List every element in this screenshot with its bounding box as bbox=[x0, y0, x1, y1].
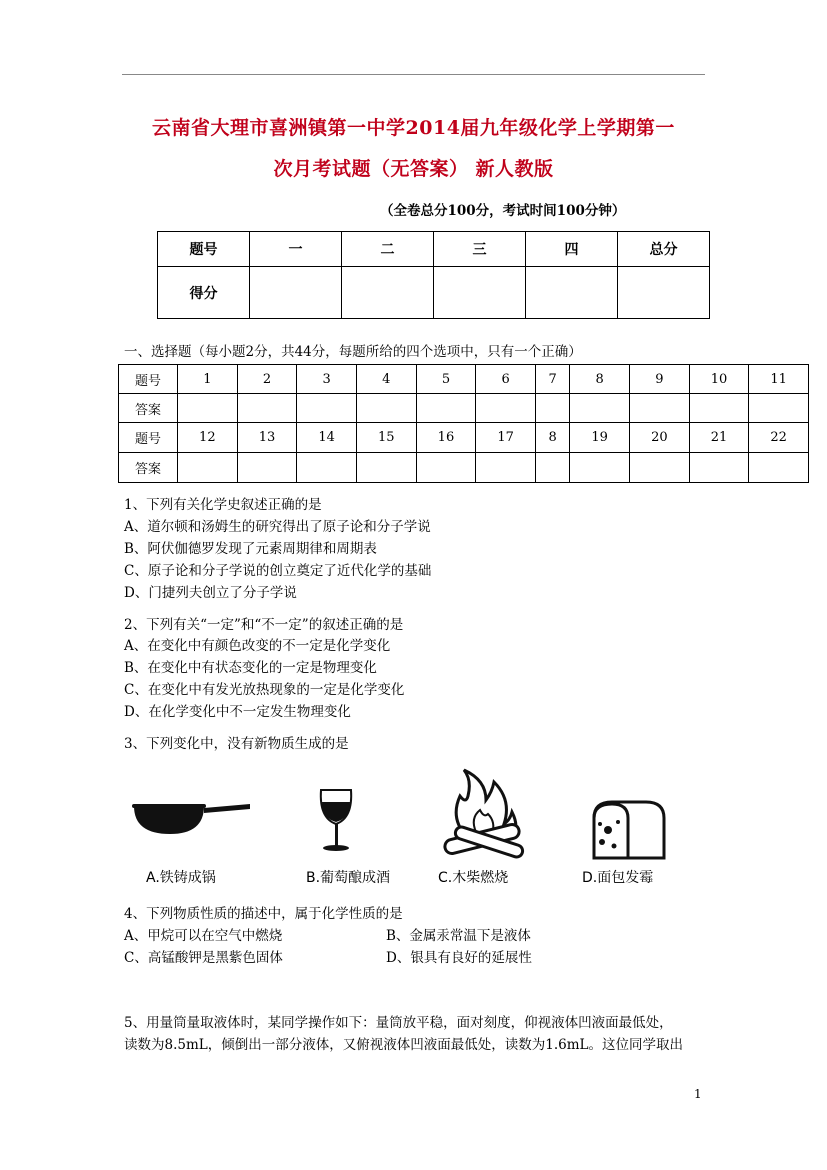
q2-option-b: B、在变化中有状态变化的一定是物理变化 bbox=[124, 660, 377, 676]
title-line-1: 云南省大理市喜洲镇第一中学2014届九年级化学上学期第一 bbox=[152, 117, 675, 139]
question-number: 8 bbox=[570, 365, 630, 394]
title-line-2: 次月考试题（无答案） 新人教版 bbox=[273, 158, 554, 180]
score-header-cell: 一 bbox=[250, 232, 342, 267]
q1-option-a: A、道尔顿和汤姆生的研究得出了原子论和分子学说 bbox=[124, 519, 431, 535]
question-number: 17 bbox=[476, 423, 536, 453]
q4-option-c: C、高锰酸钾是黑紫色固体 bbox=[124, 950, 283, 966]
answer-cell[interactable] bbox=[297, 394, 357, 423]
answer-cell[interactable] bbox=[749, 453, 809, 483]
row-label: 答案 bbox=[119, 453, 178, 483]
question-number: 4 bbox=[356, 365, 416, 394]
question-number: 3 bbox=[297, 365, 357, 394]
q2-option-a: A、在变化中有颜色改变的不一定是化学变化 bbox=[124, 638, 391, 654]
question-number: 5 bbox=[416, 365, 476, 394]
score-header-cell: 总分 bbox=[618, 232, 710, 267]
answer-row bbox=[119, 394, 809, 423]
question-number: 8 bbox=[535, 423, 569, 453]
q1-stem: 1、下列有关化学史叙述正确的是 bbox=[124, 497, 322, 513]
answer-cell[interactable] bbox=[356, 453, 416, 483]
answer-cell[interactable] bbox=[535, 394, 569, 423]
q3-caption-c: C.木柴燃烧 bbox=[438, 870, 509, 886]
q2-stem: 2、下列有关“一定”和“不一定”的叙述正确的是 bbox=[124, 617, 404, 633]
row-label: 题号 bbox=[119, 423, 178, 453]
question-number: 22 bbox=[749, 423, 809, 453]
question-number: 6 bbox=[476, 365, 536, 394]
answer-cell[interactable] bbox=[237, 394, 297, 423]
answer-cell[interactable] bbox=[416, 394, 476, 423]
page-number: 1 bbox=[694, 1087, 702, 1101]
answer-cell[interactable] bbox=[689, 453, 749, 483]
q4-stem: 4、下列物质性质的描述中，属于化学性质的是 bbox=[124, 906, 403, 922]
score-table bbox=[157, 231, 710, 319]
q3-caption-a: A.铁铸成锅 bbox=[146, 870, 216, 886]
answer-cell[interactable] bbox=[476, 394, 536, 423]
answer-cell[interactable] bbox=[356, 394, 416, 423]
q5-line-1: 5、用量筒量取液体时，某同学操作如下：量筒放平稳，面对刻度，仰视液体凹液面最低处， bbox=[124, 1015, 673, 1031]
exam-info: （全卷总分100分，考试时间100分钟） bbox=[380, 203, 626, 219]
answer-cell[interactable] bbox=[416, 453, 476, 483]
score-cell[interactable] bbox=[342, 267, 434, 319]
burning-wood-icon bbox=[436, 766, 532, 864]
score-cell[interactable] bbox=[250, 267, 342, 319]
q2-option-c: C、在变化中有发光放热现象的一定是化学变化 bbox=[124, 682, 405, 698]
q3-stem: 3、下列变化中，没有新物质生成的是 bbox=[124, 736, 349, 752]
question-number: 13 bbox=[237, 423, 297, 453]
score-cell[interactable] bbox=[526, 267, 618, 319]
q3-caption-b: B.葡萄酿成酒 bbox=[306, 870, 391, 886]
q4-option-d: D、银具有良好的延展性 bbox=[386, 950, 532, 966]
score-cell[interactable] bbox=[434, 267, 526, 319]
answer-cell[interactable] bbox=[535, 453, 569, 483]
question-number: 14 bbox=[297, 423, 357, 453]
answer-question-row bbox=[119, 423, 809, 453]
q1-option-c: C、原子论和分子学说的创立奠定了近代化学的基础 bbox=[124, 563, 432, 579]
section-1-heading: 一、选择题（每小题2分，共44分，每题所给的四个选项中，只有一个正确） bbox=[124, 344, 582, 360]
question-number: 2 bbox=[237, 365, 297, 394]
q3-caption-d: D.面包发霉 bbox=[582, 870, 654, 886]
q2-option-d: D、在化学变化中不一定发生物理变化 bbox=[124, 704, 351, 720]
moldy-bread-icon bbox=[584, 798, 670, 860]
score-header-cell: 四 bbox=[526, 232, 618, 267]
answer-cell[interactable] bbox=[630, 394, 690, 423]
q4-option-b: B、金属汞常温下是液体 bbox=[386, 928, 531, 944]
q5-line-2: 读数为8.5mL，倾倒出一部分液体，又俯视液体凹液面最低处，读数为1.6mL。这位同学取出 bbox=[124, 1037, 683, 1053]
score-row-label: 得分 bbox=[158, 267, 250, 319]
answer-row bbox=[119, 453, 809, 483]
question-number: 15 bbox=[356, 423, 416, 453]
wine-glass-icon bbox=[316, 788, 356, 856]
question-number: 21 bbox=[689, 423, 749, 453]
answer-cell[interactable] bbox=[237, 453, 297, 483]
question-number: 1 bbox=[178, 365, 238, 394]
q1-option-b: B、阿伏伽德罗发现了元素周期律和周期表 bbox=[124, 541, 377, 557]
answer-cell[interactable] bbox=[570, 394, 630, 423]
score-cell[interactable] bbox=[618, 267, 710, 319]
score-header-cell: 三 bbox=[434, 232, 526, 267]
answer-cell[interactable] bbox=[178, 453, 238, 483]
row-label: 答案 bbox=[119, 394, 178, 423]
score-header-cell: 题号 bbox=[158, 232, 250, 267]
q1-option-d: D、门捷列夫创立了分子学说 bbox=[124, 585, 297, 601]
question-number: 7 bbox=[535, 365, 569, 394]
question-number: 16 bbox=[416, 423, 476, 453]
answer-question-row bbox=[119, 365, 809, 394]
answer-cell[interactable] bbox=[570, 453, 630, 483]
question-number: 19 bbox=[570, 423, 630, 453]
frying-pan-icon bbox=[130, 800, 252, 840]
answer-cell[interactable] bbox=[476, 453, 536, 483]
answer-cell[interactable] bbox=[689, 394, 749, 423]
q4-option-a: A、甲烷可以在空气中燃烧 bbox=[124, 928, 283, 944]
score-header-row bbox=[158, 232, 710, 267]
question-number: 12 bbox=[178, 423, 238, 453]
row-label: 题号 bbox=[119, 365, 178, 394]
answer-cell[interactable] bbox=[178, 394, 238, 423]
answer-table bbox=[118, 364, 809, 483]
question-number: 9 bbox=[630, 365, 690, 394]
question-number: 10 bbox=[689, 365, 749, 394]
answer-cell[interactable] bbox=[297, 453, 357, 483]
header-rule bbox=[122, 74, 705, 75]
score-header-cell: 二 bbox=[342, 232, 434, 267]
answer-cell[interactable] bbox=[749, 394, 809, 423]
score-row bbox=[158, 267, 710, 319]
question-number: 11 bbox=[749, 365, 809, 394]
answer-cell[interactable] bbox=[630, 453, 690, 483]
question-number: 20 bbox=[630, 423, 690, 453]
